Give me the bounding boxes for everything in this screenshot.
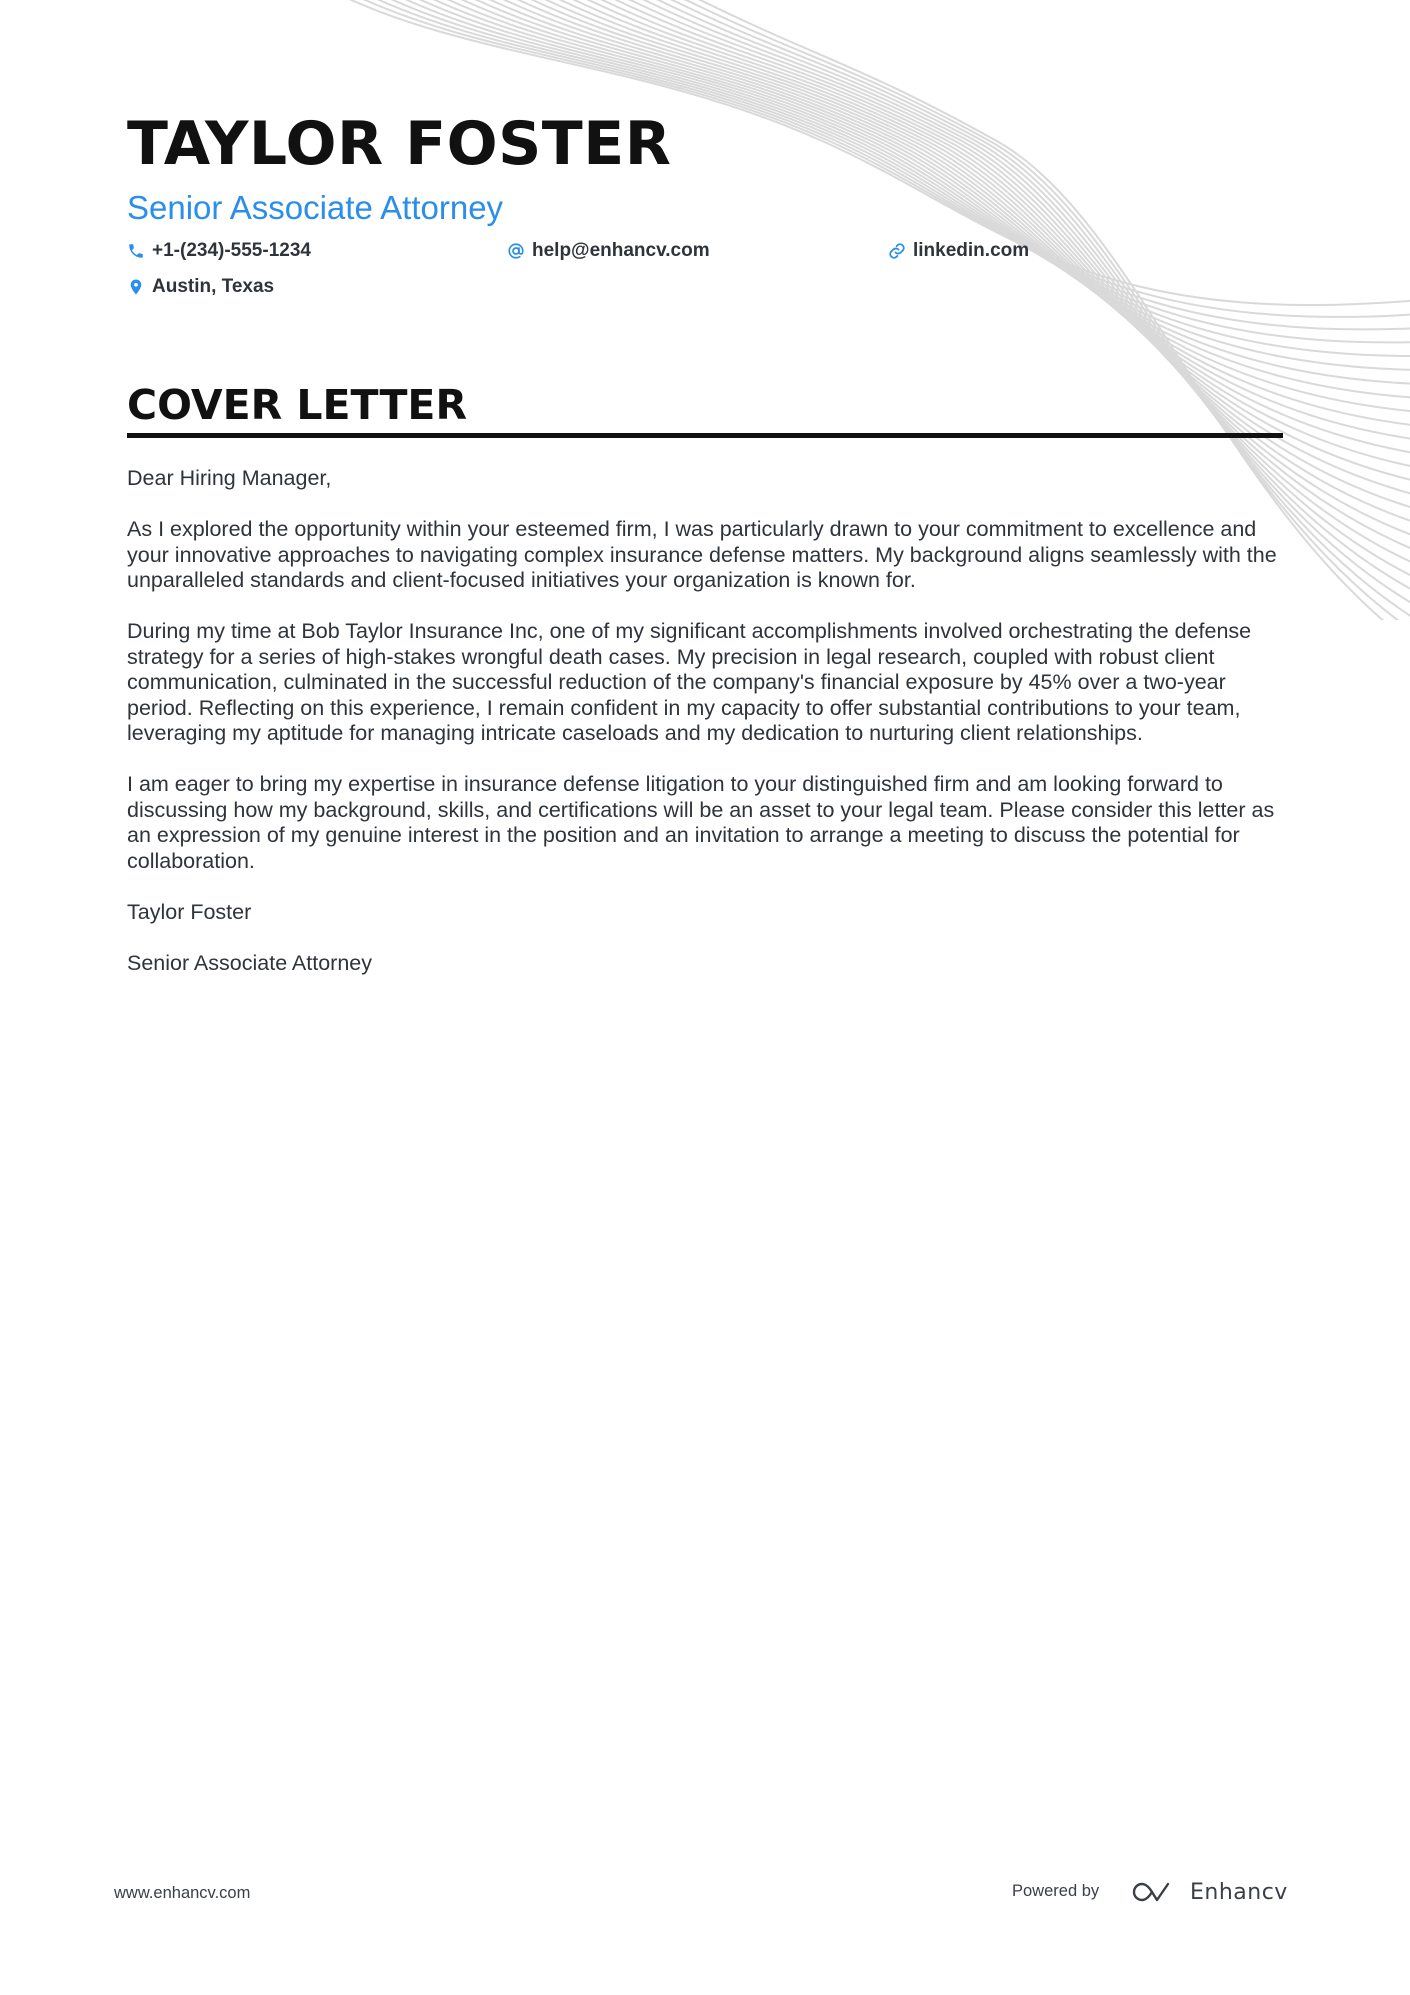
letter-greeting: Dear Hiring Manager, bbox=[127, 466, 332, 490]
phone-icon bbox=[127, 242, 145, 260]
powered-by-label: Powered by bbox=[1012, 1882, 1100, 1900]
letter-paragraph: As I explored the opportunity within your esteemed firm, I was particularly drawn to your commitment to excellence and your innovative approaches to navigating complex insurance defense matters. My background aligns seamlessly with the unparalleled standards and client-focused initiatives your organization is known for. bbox=[127, 517, 1277, 592]
letter-paragraph: During my time at Bob Taylor Insurance Inc, one of my significant accomplishments involved orchestrating the defense strategy for a series of high-stakes wrongful death cases. My precision in legal research, coupled with robust client communication, culminated in the successful reduction of the company's financial exposure by 45% over a two-year period. Reflecting on this experience, I remain confident in my capacity to offer substantial contributions to your team, leveraging my aptitude for managing intricate caseloads and my dedication to nurturing client relationships. bbox=[127, 619, 1252, 745]
enhancv-brand[interactable] bbox=[1132, 1875, 1288, 1909]
email-text: help@enhancv.com bbox=[532, 240, 710, 261]
candidate-title: Senior Associate Attorney bbox=[127, 189, 504, 226]
signature-name: Taylor Foster bbox=[127, 899, 252, 924]
contact-email[interactable] bbox=[507, 238, 710, 264]
section-title: COVER LETTER bbox=[127, 381, 468, 429]
map-pin-icon bbox=[127, 278, 145, 296]
phone-text: +1-(234)-555-1234 bbox=[152, 240, 311, 261]
location-text: Austin, Texas bbox=[152, 276, 275, 297]
contact-phone[interactable] bbox=[127, 238, 311, 264]
at-sign-icon bbox=[507, 242, 525, 260]
letter-paragraph: I am eager to bring my expertise in insurance defense litigation to your distinguished firm and am looking forward to discussing how my background, skills, and certifications will be an asset to your legal team. Please consider this letter as an expression of my genuine interest in the position and an invitation to arrange a meeting to discuss the potential for collaboration. bbox=[127, 772, 1275, 873]
contact-location bbox=[127, 274, 274, 300]
contact-linkedin[interactable] bbox=[888, 238, 1029, 264]
link-icon bbox=[888, 242, 906, 260]
letter-body bbox=[127, 466, 1287, 1002]
footer-url[interactable]: www.enhancv.com bbox=[114, 1884, 251, 1902]
enhancv-logo-icon bbox=[1132, 1879, 1178, 1905]
signature-title: Senior Associate Attorney bbox=[127, 950, 373, 975]
section-divider bbox=[127, 433, 1283, 438]
linkedin-text: linkedin.com bbox=[913, 240, 1030, 261]
candidate-name: TAYLOR FOSTER bbox=[127, 109, 672, 179]
brand-name: Enhancv bbox=[1190, 1879, 1288, 1905]
